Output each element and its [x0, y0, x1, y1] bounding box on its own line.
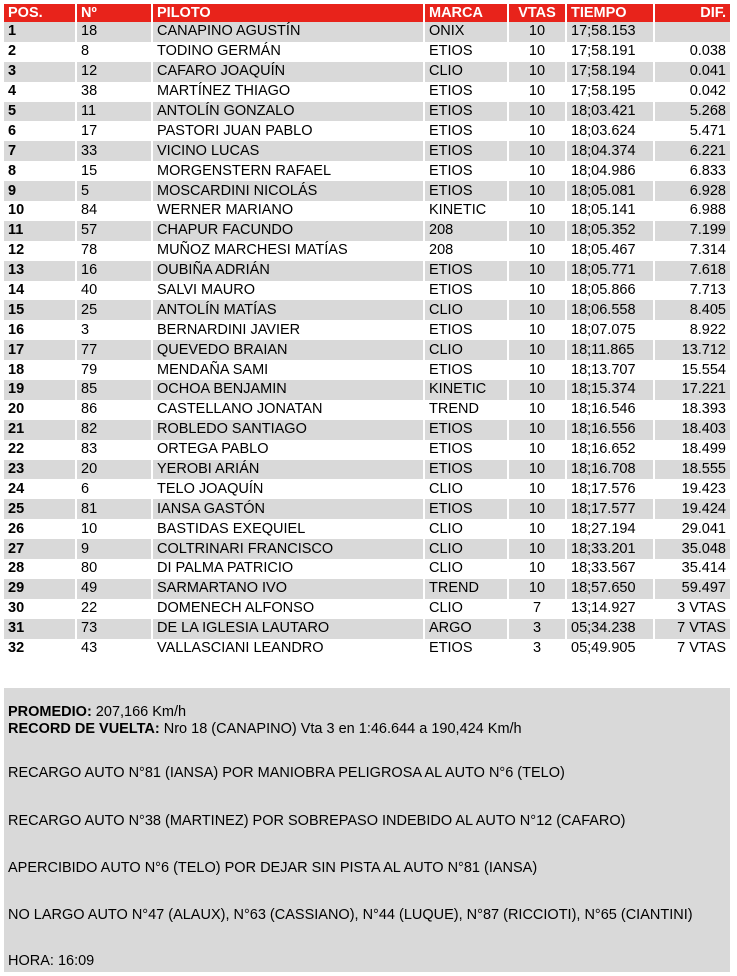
table-row: [4, 539, 730, 559]
cell-laps: 10: [508, 499, 566, 519]
table-row: [4, 102, 730, 122]
cell-time: 17;58.195: [566, 82, 654, 102]
cell-number: 81: [76, 499, 152, 519]
cell-number: 3: [76, 320, 152, 340]
cell-pos: 1: [4, 22, 76, 42]
cell-number: 22: [76, 599, 152, 619]
table-row: [4, 440, 730, 460]
table-row: [4, 181, 730, 201]
cell-driver: ROBLEDO SANTIAGO: [152, 420, 424, 440]
cell-number: 49: [76, 579, 152, 599]
cell-brand: 208: [424, 221, 508, 241]
cell-number: 77: [76, 340, 152, 360]
cell-diff: 6.221: [654, 141, 730, 161]
cell-pos: 14: [4, 281, 76, 301]
cell-time: 18;04.986: [566, 161, 654, 181]
cell-laps: 10: [508, 221, 566, 241]
cell-time: 18;16.546: [566, 400, 654, 420]
results-body: [4, 22, 730, 659]
table-row: [4, 380, 730, 400]
cell-driver: YEROBI ARIÁN: [152, 460, 424, 480]
penalty-note-1: RECARGO AUTO N°81 (IANSA) POR MANIOBRA PELIGROSA AL AUTO N°6 (TELO): [8, 765, 565, 781]
header-pos: POS.: [4, 4, 76, 22]
cell-laps: 10: [508, 519, 566, 539]
cell-number: 16: [76, 261, 152, 281]
table-header-row: [4, 4, 730, 22]
cell-brand: ETIOS: [424, 320, 508, 340]
cell-number: 20: [76, 460, 152, 480]
cell-pos: 17: [4, 340, 76, 360]
cell-laps: 3: [508, 639, 566, 659]
cell-number: 6: [76, 479, 152, 499]
cell-pos: 11: [4, 221, 76, 241]
cell-number: 84: [76, 201, 152, 221]
cell-driver: COLTRINARI FRANCISCO: [152, 539, 424, 559]
cell-driver: MENDAÑA SAMI: [152, 360, 424, 380]
cell-laps: 10: [508, 241, 566, 261]
header-number: Nº: [76, 4, 152, 22]
cell-number: 82: [76, 420, 152, 440]
cell-pos: 13: [4, 261, 76, 281]
cell-number: 15: [76, 161, 152, 181]
cell-diff: 3 VTAS: [654, 599, 730, 619]
cell-time: 13;14.927: [566, 599, 654, 619]
record-label: RECORD DE VUELTA:: [8, 721, 160, 737]
cell-time: 18;05.866: [566, 281, 654, 301]
cell-pos: 9: [4, 181, 76, 201]
cell-time: 17;58.194: [566, 62, 654, 82]
cell-laps: 10: [508, 22, 566, 42]
cell-pos: 12: [4, 241, 76, 261]
cell-driver: SARMARTANO IVO: [152, 579, 424, 599]
cell-diff: 5.471: [654, 121, 730, 141]
header-brand: MARCA: [424, 4, 508, 22]
cell-driver: DE LA IGLESIA LAUTARO: [152, 619, 424, 639]
cell-number: 5: [76, 181, 152, 201]
table-row: [4, 420, 730, 440]
cell-number: 40: [76, 281, 152, 301]
header-driver: PILOTO: [152, 4, 424, 22]
cell-time: 18;05.141: [566, 201, 654, 221]
cell-brand: ETIOS: [424, 639, 508, 659]
table-row: [4, 479, 730, 499]
cell-driver: BASTIDAS EXEQUIEL: [152, 519, 424, 539]
table-row: [4, 121, 730, 141]
cell-brand: ETIOS: [424, 460, 508, 480]
cell-time: 05;49.905: [566, 639, 654, 659]
cell-diff: 6.833: [654, 161, 730, 181]
cell-pos: 22: [4, 440, 76, 460]
cell-diff: 7.618: [654, 261, 730, 281]
record-value: Nro 18 (CANAPINO) Vta 3 en 1:46.644 a 190,424 Km/h: [159, 721, 522, 737]
cell-pos: 2: [4, 42, 76, 62]
cell-diff: 13.712: [654, 340, 730, 360]
cell-brand: CLIO: [424, 479, 508, 499]
table-row: [4, 360, 730, 380]
cell-diff: 0.042: [654, 82, 730, 102]
cell-diff: 8.922: [654, 320, 730, 340]
cell-laps: 10: [508, 121, 566, 141]
cell-pos: 8: [4, 161, 76, 181]
cell-driver: DOMENECH ALFONSO: [152, 599, 424, 619]
table-row: [4, 639, 730, 659]
cell-pos: 15: [4, 300, 76, 320]
cell-number: 17: [76, 121, 152, 141]
cell-driver: WERNER MARIANO: [152, 201, 424, 221]
cell-pos: 29: [4, 579, 76, 599]
cell-number: 12: [76, 62, 152, 82]
table-row: [4, 42, 730, 62]
cell-driver: ANTOLÍN MATÍAS: [152, 300, 424, 320]
cell-driver: TELO JOAQUÍN: [152, 479, 424, 499]
cell-brand: ARGO: [424, 619, 508, 639]
cell-pos: 30: [4, 599, 76, 619]
cell-time: 18;15.374: [566, 380, 654, 400]
cell-pos: 28: [4, 559, 76, 579]
cell-brand: CLIO: [424, 62, 508, 82]
cell-pos: 19: [4, 380, 76, 400]
cell-laps: 10: [508, 161, 566, 181]
cell-laps: 3: [508, 619, 566, 639]
table-row: [4, 599, 730, 619]
cell-laps: 10: [508, 420, 566, 440]
cell-time: 18;06.558: [566, 300, 654, 320]
cell-laps: 10: [508, 281, 566, 301]
cell-brand: ETIOS: [424, 420, 508, 440]
cell-diff: 19.424: [654, 499, 730, 519]
cell-time: 18;27.194: [566, 519, 654, 539]
cell-diff: 6.988: [654, 201, 730, 221]
cell-time: 18;33.567: [566, 559, 654, 579]
cell-number: 43: [76, 639, 152, 659]
cell-time: 18;16.652: [566, 440, 654, 460]
cell-diff: 0.038: [654, 42, 730, 62]
cell-driver: OCHOA BENJAMIN: [152, 380, 424, 400]
cell-number: 85: [76, 380, 152, 400]
cell-brand: ETIOS: [424, 281, 508, 301]
table-row: [4, 559, 730, 579]
warning-note: APERCIBIDO AUTO N°6 (TELO) POR DEJAR SIN PISTA AL AUTO N°81 (IANSA): [8, 860, 538, 876]
cell-time: 18;04.374: [566, 141, 654, 161]
cell-laps: 10: [508, 141, 566, 161]
cell-laps: 10: [508, 559, 566, 579]
table-row: [4, 82, 730, 102]
cell-diff: 18.393: [654, 400, 730, 420]
cell-time: 18;03.624: [566, 121, 654, 141]
cell-brand: CLIO: [424, 559, 508, 579]
table-row: [4, 281, 730, 301]
cell-diff: 59.497: [654, 579, 730, 599]
cell-driver: MUÑOZ MARCHESI MATÍAS: [152, 241, 424, 261]
table-row: [4, 141, 730, 161]
cell-driver: OUBIÑA ADRIÁN: [152, 261, 424, 281]
cell-driver: QUEVEDO BRAIAN: [152, 340, 424, 360]
cell-brand: CLIO: [424, 340, 508, 360]
average-label: PROMEDIO:: [8, 704, 92, 720]
cell-brand: ONIX: [424, 22, 508, 42]
cell-driver: VICINO LUCAS: [152, 141, 424, 161]
cell-time: 18;16.556: [566, 420, 654, 440]
cell-laps: 10: [508, 320, 566, 340]
results-table: [4, 4, 730, 659]
cell-number: 38: [76, 82, 152, 102]
cell-number: 9: [76, 539, 152, 559]
cell-laps: 10: [508, 380, 566, 400]
race-notes: [4, 688, 730, 972]
cell-diff: 18.499: [654, 440, 730, 460]
cell-brand: CLIO: [424, 519, 508, 539]
cell-brand: 208: [424, 241, 508, 261]
cell-time: 18;05.081: [566, 181, 654, 201]
table-row: [4, 62, 730, 82]
cell-diff: 18.555: [654, 460, 730, 480]
no-start-note: NO LARGO AUTO N°47 (ALAUX), N°63 (CASSIANO), N°44 (LUQUE), N°87 (RICCIOTI), N°65 (CIANTINI): [8, 907, 693, 923]
cell-time: 18;17.577: [566, 499, 654, 519]
cell-laps: 10: [508, 400, 566, 420]
table-row: [4, 579, 730, 599]
cell-pos: 4: [4, 82, 76, 102]
cell-laps: 10: [508, 440, 566, 460]
cell-brand: CLIO: [424, 599, 508, 619]
cell-driver: SALVI MAURO: [152, 281, 424, 301]
cell-brand: ETIOS: [424, 360, 508, 380]
cell-number: 73: [76, 619, 152, 639]
cell-diff: 15.554: [654, 360, 730, 380]
cell-driver: PASTORI JUAN PABLO: [152, 121, 424, 141]
cell-time: 18;05.467: [566, 241, 654, 261]
cell-brand: CLIO: [424, 300, 508, 320]
cell-time: 18;33.201: [566, 539, 654, 559]
cell-driver: CANAPINO AGUSTÍN: [152, 22, 424, 42]
cell-pos: 32: [4, 639, 76, 659]
cell-laps: 7: [508, 599, 566, 619]
table-row: [4, 300, 730, 320]
table-row: [4, 22, 730, 42]
cell-number: 8: [76, 42, 152, 62]
cell-diff: 0.041: [654, 62, 730, 82]
cell-laps: 10: [508, 181, 566, 201]
cell-diff: 7.199: [654, 221, 730, 241]
table-row: [4, 619, 730, 639]
header-laps: VTAS: [508, 4, 566, 22]
cell-brand: ETIOS: [424, 261, 508, 281]
table-row: [4, 201, 730, 221]
cell-time: 18;03.421: [566, 102, 654, 122]
cell-diff: [654, 22, 730, 42]
average-speed: [8, 704, 186, 720]
cell-laps: 10: [508, 579, 566, 599]
cell-brand: ETIOS: [424, 499, 508, 519]
penalty-note-2: RECARGO AUTO N°38 (MARTINEZ) POR SOBREPASO INDEBIDO AL AUTO N°12 (CAFARO): [8, 813, 626, 829]
cell-brand: KINETIC: [424, 380, 508, 400]
cell-time: 17;58.191: [566, 42, 654, 62]
cell-diff: 7.713: [654, 281, 730, 301]
cell-diff: 35.414: [654, 559, 730, 579]
cell-driver: VALLASCIANI LEANDRO: [152, 639, 424, 659]
cell-driver: TODINO GERMÁN: [152, 42, 424, 62]
cell-number: 79: [76, 360, 152, 380]
cell-time: 18;07.075: [566, 320, 654, 340]
cell-number: 25: [76, 300, 152, 320]
cell-brand: KINETIC: [424, 201, 508, 221]
cell-laps: 10: [508, 360, 566, 380]
cell-number: 83: [76, 440, 152, 460]
table-row: [4, 241, 730, 261]
table-row: [4, 340, 730, 360]
cell-driver: DI PALMA PATRICIO: [152, 559, 424, 579]
cell-pos: 5: [4, 102, 76, 122]
cell-time: 18;05.352: [566, 221, 654, 241]
cell-laps: 10: [508, 62, 566, 82]
cell-pos: 21: [4, 420, 76, 440]
cell-pos: 3: [4, 62, 76, 82]
cell-pos: 27: [4, 539, 76, 559]
cell-number: 10: [76, 519, 152, 539]
table-row: [4, 320, 730, 340]
cell-number: 18: [76, 22, 152, 42]
table-row: [4, 261, 730, 281]
cell-driver: BERNARDINI JAVIER: [152, 320, 424, 340]
cell-diff: 17.221: [654, 380, 730, 400]
table-row: [4, 519, 730, 539]
average-value: 207,166 Km/h: [91, 704, 187, 720]
header-time: TIEMPO: [566, 4, 654, 22]
cell-driver: ANTOLÍN GONZALO: [152, 102, 424, 122]
cell-number: 86: [76, 400, 152, 420]
cell-number: 80: [76, 559, 152, 579]
cell-brand: TREND: [424, 579, 508, 599]
cell-brand: ETIOS: [424, 181, 508, 201]
cell-diff: 6.928: [654, 181, 730, 201]
table-row: [4, 221, 730, 241]
cell-laps: 10: [508, 300, 566, 320]
cell-laps: 10: [508, 539, 566, 559]
cell-pos: 31: [4, 619, 76, 639]
cell-pos: 16: [4, 320, 76, 340]
cell-pos: 25: [4, 499, 76, 519]
cell-number: 57: [76, 221, 152, 241]
cell-pos: 23: [4, 460, 76, 480]
cell-laps: 10: [508, 42, 566, 62]
cell-driver: CAFARO JOAQUÍN: [152, 62, 424, 82]
cell-number: 33: [76, 141, 152, 161]
cell-brand: CLIO: [424, 539, 508, 559]
cell-laps: 10: [508, 340, 566, 360]
cell-brand: ETIOS: [424, 161, 508, 181]
cell-number: 78: [76, 241, 152, 261]
lap-record: [8, 721, 522, 737]
cell-driver: MOSCARDINI NICOLÁS: [152, 181, 424, 201]
cell-number: 11: [76, 102, 152, 122]
cell-pos: 18: [4, 360, 76, 380]
table-row: [4, 460, 730, 480]
cell-pos: 24: [4, 479, 76, 499]
cell-brand: ETIOS: [424, 82, 508, 102]
cell-diff: 7.314: [654, 241, 730, 261]
cell-laps: 10: [508, 201, 566, 221]
cell-driver: CHAPUR FACUNDO: [152, 221, 424, 241]
cell-laps: 10: [508, 261, 566, 281]
cell-diff: 19.423: [654, 479, 730, 499]
cell-time: 18;11.865: [566, 340, 654, 360]
cell-diff: 7 VTAS: [654, 619, 730, 639]
time-note: HORA: 16:09: [8, 953, 95, 969]
table-row: [4, 499, 730, 519]
cell-driver: MARTÍNEZ THIAGO: [152, 82, 424, 102]
cell-time: 18;05.771: [566, 261, 654, 281]
table-row: [4, 400, 730, 420]
cell-pos: 10: [4, 201, 76, 221]
cell-laps: 10: [508, 82, 566, 102]
header-diff: DIF.: [654, 4, 730, 22]
cell-laps: 10: [508, 102, 566, 122]
cell-driver: IANSA GASTÓN: [152, 499, 424, 519]
cell-brand: ETIOS: [424, 102, 508, 122]
cell-time: 18;17.576: [566, 479, 654, 499]
cell-time: 05;34.238: [566, 619, 654, 639]
cell-brand: ETIOS: [424, 141, 508, 161]
cell-diff: 7 VTAS: [654, 639, 730, 659]
cell-diff: 35.048: [654, 539, 730, 559]
table-row: [4, 161, 730, 181]
cell-brand: TREND: [424, 400, 508, 420]
cell-time: 18;57.650: [566, 579, 654, 599]
cell-diff: 29.041: [654, 519, 730, 539]
cell-diff: 8.405: [654, 300, 730, 320]
cell-time: 18;13.707: [566, 360, 654, 380]
cell-time: 17;58.153: [566, 22, 654, 42]
cell-driver: MORGENSTERN RAFAEL: [152, 161, 424, 181]
cell-laps: 10: [508, 479, 566, 499]
cell-laps: 10: [508, 460, 566, 480]
cell-pos: 7: [4, 141, 76, 161]
cell-driver: CASTELLANO JONATAN: [152, 400, 424, 420]
cell-brand: ETIOS: [424, 121, 508, 141]
cell-driver: ORTEGA PABLO: [152, 440, 424, 460]
cell-brand: ETIOS: [424, 440, 508, 460]
cell-diff: 5.268: [654, 102, 730, 122]
cell-pos: 6: [4, 121, 76, 141]
cell-brand: ETIOS: [424, 42, 508, 62]
cell-time: 18;16.708: [566, 460, 654, 480]
cell-pos: 20: [4, 400, 76, 420]
cell-pos: 26: [4, 519, 76, 539]
cell-diff: 18.403: [654, 420, 730, 440]
